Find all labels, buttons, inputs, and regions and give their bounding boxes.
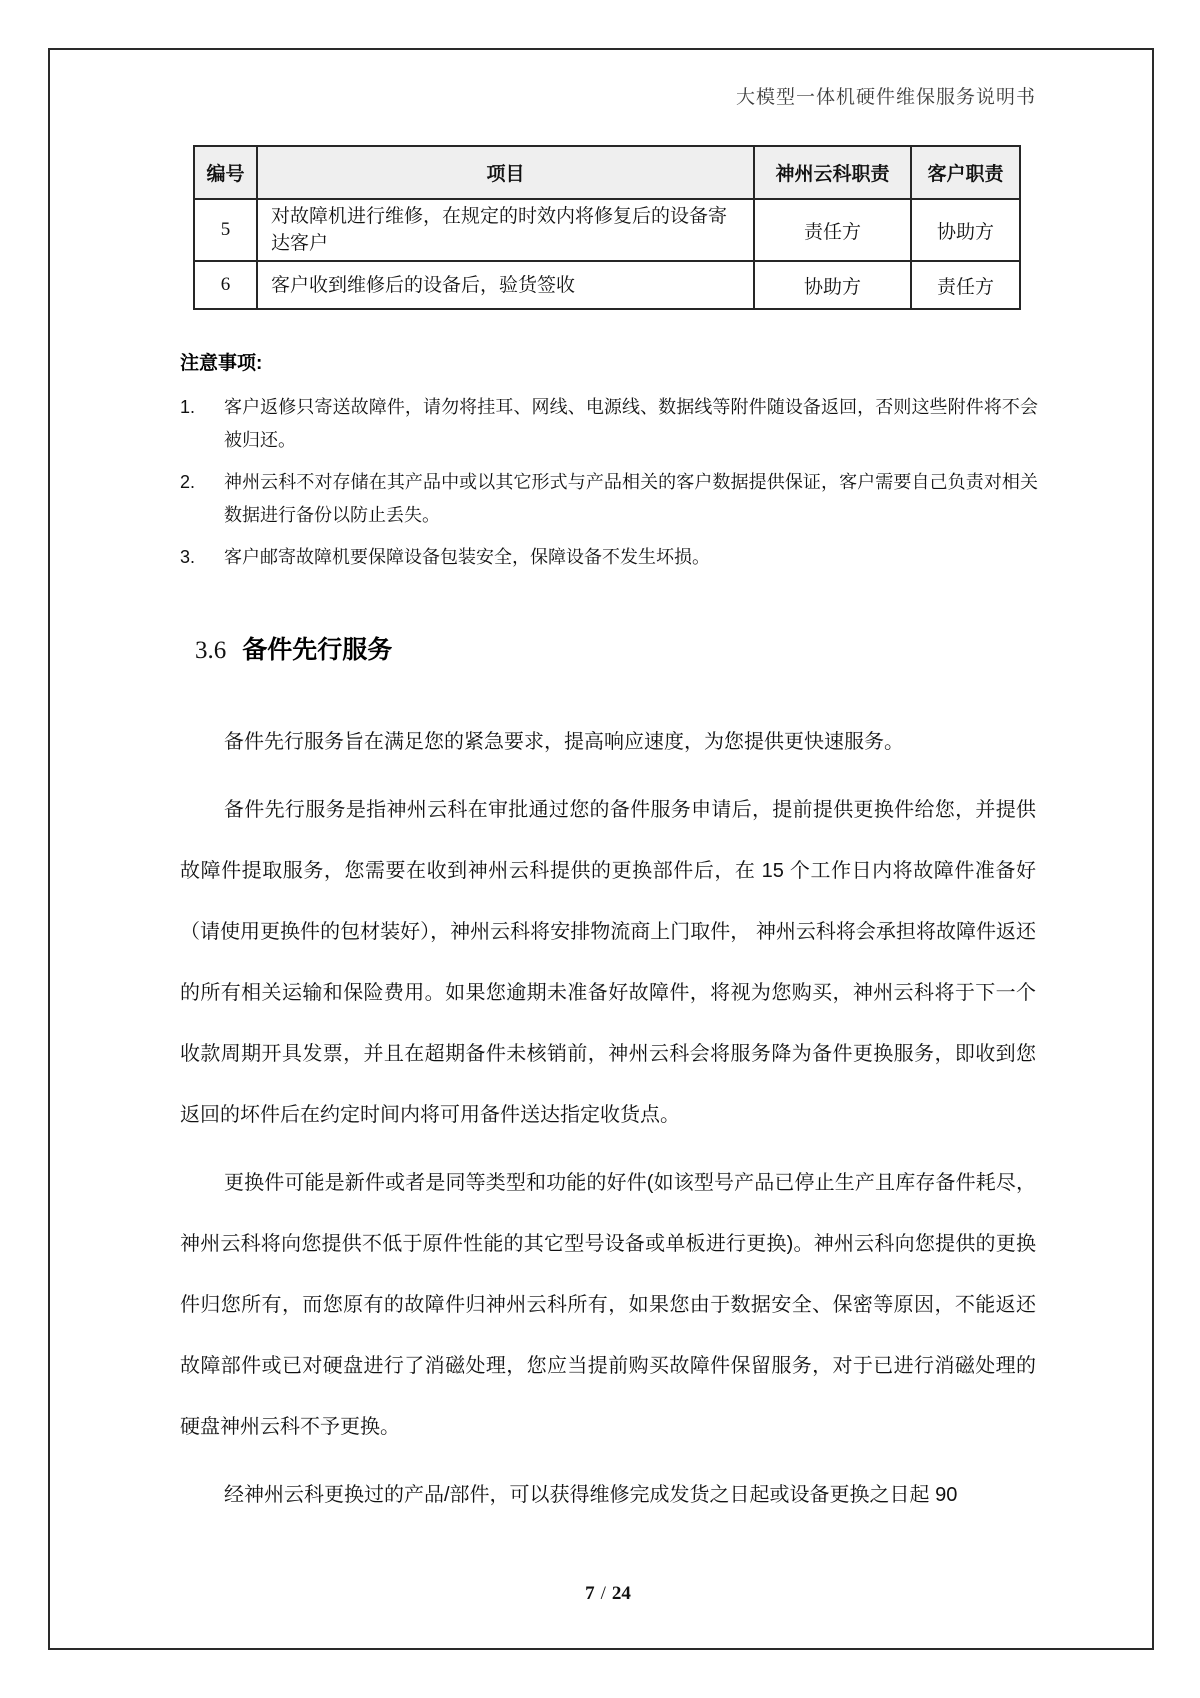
table-cell-no: 6 — [194, 261, 257, 309]
body-paragraph: 备件先行服务是指神州云科在审批通过您的备件服务申请后，提前提供更换件给您，并提供故障件提取服务，您需要在收到神州云科提供的更换部件后，在 15 个工作日内将故障件准备好（请使用更换件的包材装好），神州云科将安排物流商上门取件， 神州云科将会承担将故障件返还的所有相关运输和保险费用。如果您逾期未准备好故障件，将视为您购买，神州云科将于下一个收款周期开具发票，并且在超期备件未核销前，神州云科会将服务降为备件更换服务，即收到您返回的坏件后在约定时间内将可用备件送达指定收货点。 — [180, 799, 1036, 1126]
body-paragraph: 经神州云科更换过的产品/部件，可以获得维修完成发货之日起或设备更换之日起 90 — [224, 1484, 958, 1506]
table-cell-vendor-role: 协助方 — [754, 261, 911, 309]
note-item-text: 客户返修只寄送故障件，请勿将挂耳、网线、电源线、数据线等附件随设备返回，否则这些附件将不会被归还。 — [224, 397, 1038, 450]
table-header-customer-role: 客户职责 — [911, 146, 1020, 199]
table-cell-no: 5 — [194, 199, 257, 261]
table-cell-customer-role: 责任方 — [911, 261, 1020, 309]
page-number-current: 7 — [585, 1583, 595, 1604]
table-header-no: 编号 — [194, 146, 257, 199]
note-item-text: 客户邮寄故障机要保障设备包装安全，保障设备不发生坏损。 — [224, 547, 710, 567]
body-paragraph: 备件先行服务旨在满足您的紧急要求，提高响应速度，为您提供更快速服务。 — [224, 731, 904, 753]
note-item-number: 2. — [180, 472, 196, 492]
section-number: 3.6 — [195, 637, 227, 664]
table-cell-customer-role: 协助方 — [911, 199, 1020, 261]
section-body — [180, 712, 1036, 1533]
table-cell-item: 对故障机进行维修，在规定的时效内将修复后的设备寄达客户 — [257, 199, 754, 261]
notes-heading: 注意事项: — [180, 353, 263, 374]
section-heading — [195, 630, 392, 666]
note-item — [180, 391, 1038, 457]
section-title: 备件先行服务 — [242, 636, 393, 664]
table-row — [194, 199, 1020, 261]
note-item-text: 神州云科不对存储在其产品中或以其它形式与产品相关的客户数据提供保证，客户需要自己负责对相关数据进行备份以防止丢失。 — [224, 472, 1038, 525]
responsibility-table — [193, 145, 1021, 310]
table-cell-vendor-role: 责任方 — [754, 199, 911, 261]
note-item — [180, 541, 1038, 574]
page-number-total: 24 — [611, 1583, 631, 1604]
table-cell-item: 客户收到维修后的设备后，验货签收 — [257, 261, 754, 309]
note-item-number: 1. — [180, 397, 196, 417]
note-item — [180, 466, 1038, 532]
table-header-vendor-role: 神州云科职责 — [754, 146, 911, 199]
note-item-number: 3. — [180, 547, 196, 567]
table-header-row — [194, 146, 1020, 199]
body-paragraph: 更换件可能是新件或者是同等类型和功能的好件(如该型号产品已停止生产且库存备件耗尽，神州云科将向您提供不低于原件性能的其它型号设备或单板进行更换)。神州云科向您提供的更换件归您所有，而您原有的故障件归神州云科所有，如果您由于数据安全、保密等原因，不能返还故障部件或已对硬盘进行了消磁处理，您应当提前购买故障件保留服务，对于已进行消磁处理的硬盘神州云科不予更换。 — [180, 1172, 1036, 1438]
doc-header-title: 大模型一体机硬件维保服务说明书 — [735, 87, 1036, 108]
table-row — [194, 261, 1020, 309]
notes-section — [180, 348, 1038, 583]
page-number — [180, 1583, 1036, 1605]
table-header-item: 项目 — [257, 146, 754, 199]
page-number-separator: / — [600, 1583, 606, 1604]
